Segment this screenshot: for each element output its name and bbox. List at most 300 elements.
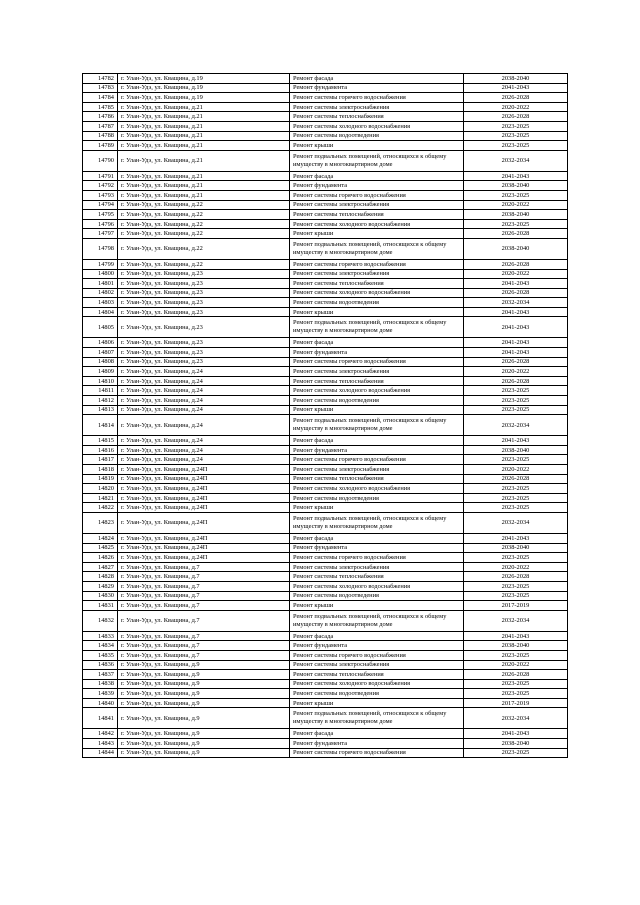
work-type-cell: Ремонт системы холодного водоснабжения: [290, 386, 464, 396]
work-type-cell: Ремонт системы теплоснабжения: [290, 670, 464, 680]
period-cell: 2032-2034: [464, 512, 568, 533]
period-cell: 2023-2025: [464, 405, 568, 415]
period-cell: 2020-2022: [464, 200, 568, 210]
work-type-cell: Ремонт крыши: [290, 601, 464, 611]
repair-schedule-table: [82, 73, 568, 758]
table-row: [83, 307, 568, 317]
row-number-cell: 14788: [83, 131, 118, 141]
period-cell: 2026-2028: [464, 357, 568, 367]
work-type-cell: Ремонт системы горячего водоснабжения: [290, 190, 464, 200]
address-cell: г. Улан-Удэ, ул. Кващина, д.7: [118, 601, 290, 611]
address-cell: г. Улан-Удэ, ул. Кващина, д.24П: [118, 512, 290, 533]
row-number-cell: 14787: [83, 121, 118, 131]
period-cell: 2032-2034: [464, 708, 568, 729]
period-cell: 2041-2043: [464, 307, 568, 317]
table-row: [83, 93, 568, 103]
table-row: [83, 367, 568, 377]
address-cell: г. Улан-Удэ, ул. Кващина, д.23: [118, 338, 290, 348]
table-row: [83, 376, 568, 386]
row-number-cell: 14801: [83, 279, 118, 289]
table-row: [83, 533, 568, 543]
address-cell: г. Улан-Удэ, ул. Кващина, д.24: [118, 436, 290, 446]
work-type-cell: Ремонт крыши: [290, 307, 464, 317]
period-cell: 2041-2043: [464, 83, 568, 93]
address-cell: г. Улан-Удэ, ул. Кващина, д.24: [118, 455, 290, 465]
work-type-cell: Ремонт подвальных помещений, относящихся к общему имуществу в многоквартирном доме: [290, 415, 464, 436]
period-cell: 2023-2025: [464, 396, 568, 406]
work-type-cell: Ремонт подвальных помещений, относящихся к общему имуществу в многоквартирном доме: [290, 708, 464, 729]
work-type-cell: Ремонт фасада: [290, 436, 464, 446]
row-number-cell: 14782: [83, 74, 118, 84]
table-row: [83, 436, 568, 446]
address-cell: г. Улан-Удэ, ул. Кващина, д.7: [118, 641, 290, 651]
address-cell: г. Улан-Удэ, ул. Кващина, д.24: [118, 376, 290, 386]
period-cell: 2023-2025: [464, 493, 568, 503]
address-cell: г. Улан-Удэ, ул. Кващина, д.9: [118, 748, 290, 758]
table-row: [83, 259, 568, 269]
period-cell: 2020-2022: [464, 269, 568, 279]
table-row: [83, 660, 568, 670]
table-row: [83, 279, 568, 289]
work-type-cell: Ремонт системы горячего водоснабжения: [290, 259, 464, 269]
row-number-cell: 14842: [83, 729, 118, 739]
address-cell: г. Улан-Удэ, ул. Кващина, д.24П: [118, 493, 290, 503]
table-row: [83, 572, 568, 582]
work-type-cell: Ремонт крыши: [290, 503, 464, 513]
table-row: [83, 581, 568, 591]
address-cell: г. Улан-Удэ, ул. Кващина, д.7: [118, 581, 290, 591]
work-type-cell: Ремонт крыши: [290, 229, 464, 239]
table-row: [83, 405, 568, 415]
work-type-cell: Ремонт фасада: [290, 338, 464, 348]
address-cell: г. Улан-Удэ, ул. Кващина, д.7: [118, 650, 290, 660]
period-cell: 2017-2019: [464, 601, 568, 611]
work-type-cell: Ремонт системы водоотведения: [290, 396, 464, 406]
period-cell: 2026-2028: [464, 229, 568, 239]
address-cell: г. Улан-Удэ, ул. Кващина, д.24П: [118, 553, 290, 563]
period-cell: 2020-2022: [464, 102, 568, 112]
row-number-cell: 14800: [83, 269, 118, 279]
address-cell: г. Улан-Удэ, ул. Кващина, д.23: [118, 288, 290, 298]
period-cell: 2026-2028: [464, 376, 568, 386]
address-cell: г. Улан-Удэ, ул. Кващина, д.19: [118, 83, 290, 93]
row-number-cell: 14815: [83, 436, 118, 446]
address-cell: г. Улан-Удэ, ул. Кващина, д.22: [118, 238, 290, 259]
row-number-cell: 14830: [83, 591, 118, 601]
work-type-cell: Ремонт системы теплоснабжения: [290, 376, 464, 386]
address-cell: г. Улан-Удэ, ул. Кващина, д.24: [118, 445, 290, 455]
work-type-cell: Ремонт фасада: [290, 631, 464, 641]
table-row: [83, 748, 568, 758]
work-type-cell: Ремонт системы горячего водоснабжения: [290, 93, 464, 103]
table-row: [83, 610, 568, 631]
address-cell: г. Улан-Удэ, ул. Кващина, д.7: [118, 572, 290, 582]
row-number-cell: 14807: [83, 348, 118, 358]
table-row: [83, 348, 568, 358]
row-number-cell: 14817: [83, 455, 118, 465]
period-cell: 2038-2040: [464, 74, 568, 84]
table-row: [83, 171, 568, 181]
row-number-cell: 14832: [83, 610, 118, 631]
row-number-cell: 14791: [83, 171, 118, 181]
row-number-cell: 14813: [83, 405, 118, 415]
address-cell: г. Улан-Удэ, ул. Кващина, д.21: [118, 181, 290, 191]
row-number-cell: 14821: [83, 493, 118, 503]
address-cell: г. Улан-Удэ, ул. Кващина, д.23: [118, 307, 290, 317]
row-number-cell: 14794: [83, 200, 118, 210]
table-row: [83, 238, 568, 259]
work-type-cell: Ремонт системы водоотведения: [290, 689, 464, 699]
period-cell: 2032-2034: [464, 415, 568, 436]
row-number-cell: 14783: [83, 83, 118, 93]
table-row: [83, 338, 568, 348]
address-cell: г. Улан-Удэ, ул. Кващина, д.9: [118, 698, 290, 708]
work-type-cell: Ремонт системы теплоснабжения: [290, 572, 464, 582]
work-type-cell: Ремонт фасада: [290, 729, 464, 739]
period-cell: 2020-2022: [464, 660, 568, 670]
work-type-cell: Ремонт подвальных помещений, относящихся к общему имуществу в многоквартирном доме: [290, 150, 464, 171]
address-cell: г. Улан-Удэ, ул. Кващина, д.24П: [118, 465, 290, 475]
period-cell: 2026-2028: [464, 259, 568, 269]
period-cell: 2026-2028: [464, 112, 568, 122]
row-number-cell: 14814: [83, 415, 118, 436]
row-number-cell: 14799: [83, 259, 118, 269]
address-cell: г. Улан-Удэ, ул. Кващина, д.23: [118, 269, 290, 279]
row-number-cell: 14831: [83, 601, 118, 611]
row-number-cell: 14820: [83, 484, 118, 494]
row-number-cell: 14827: [83, 562, 118, 572]
row-number-cell: 14829: [83, 581, 118, 591]
period-cell: 2023-2025: [464, 689, 568, 699]
period-cell: 2023-2025: [464, 650, 568, 660]
work-type-cell: Ремонт системы электроснабжения: [290, 367, 464, 377]
address-cell: г. Улан-Удэ, ул. Кващина, д.9: [118, 660, 290, 670]
address-cell: г. Улан-Удэ, ул. Кващина, д.22: [118, 210, 290, 220]
row-number-cell: 14816: [83, 445, 118, 455]
row-number-cell: 14792: [83, 181, 118, 191]
work-type-cell: Ремонт системы электроснабжения: [290, 269, 464, 279]
work-type-cell: Ремонт крыши: [290, 405, 464, 415]
table-row: [83, 229, 568, 239]
period-cell: 2023-2025: [464, 484, 568, 494]
address-cell: г. Улан-Удэ, ул. Кващина, д.23: [118, 317, 290, 338]
row-number-cell: 14840: [83, 698, 118, 708]
table-row: [83, 689, 568, 699]
period-cell: 2023-2025: [464, 581, 568, 591]
row-number-cell: 14824: [83, 533, 118, 543]
work-type-cell: Ремонт системы холодного водоснабжения: [290, 219, 464, 229]
row-number-cell: 14806: [83, 338, 118, 348]
address-cell: г. Улан-Удэ, ул. Кващина, д.9: [118, 679, 290, 689]
table-row: [83, 455, 568, 465]
period-cell: 2026-2028: [464, 572, 568, 582]
table-row: [83, 141, 568, 151]
table-row: [83, 474, 568, 484]
row-number-cell: 14839: [83, 689, 118, 699]
work-type-cell: Ремонт системы водоотведения: [290, 298, 464, 308]
period-cell: 2020-2022: [464, 562, 568, 572]
row-number-cell: 14835: [83, 650, 118, 660]
period-cell: 2023-2025: [464, 591, 568, 601]
row-number-cell: 14843: [83, 739, 118, 749]
work-type-cell: Ремонт фасада: [290, 171, 464, 181]
row-number-cell: 14811: [83, 386, 118, 396]
address-cell: г. Улан-Удэ, ул. Кващина, д.9: [118, 739, 290, 749]
address-cell: г. Улан-Удэ, ул. Кващина, д.19: [118, 93, 290, 103]
address-cell: г. Улан-Удэ, ул. Кващина, д.23: [118, 348, 290, 358]
table-row: [83, 445, 568, 455]
period-cell: 2038-2040: [464, 543, 568, 553]
document-page: [82, 73, 568, 758]
work-type-cell: Ремонт системы горячего водоснабжения: [290, 748, 464, 758]
row-number-cell: 14804: [83, 307, 118, 317]
row-number-cell: 14786: [83, 112, 118, 122]
work-type-cell: Ремонт системы электроснабжения: [290, 102, 464, 112]
work-type-cell: Ремонт фундамента: [290, 641, 464, 651]
table-row: [83, 631, 568, 641]
row-number-cell: 14789: [83, 141, 118, 151]
address-cell: г. Улан-Удэ, ул. Кващина, д.23: [118, 279, 290, 289]
table-row: [83, 181, 568, 191]
work-type-cell: Ремонт системы водоотведения: [290, 131, 464, 141]
address-cell: г. Улан-Удэ, ул. Кващина, д.22: [118, 229, 290, 239]
row-number-cell: 14841: [83, 708, 118, 729]
period-cell: 2023-2025: [464, 219, 568, 229]
period-cell: 2020-2022: [464, 465, 568, 475]
work-type-cell: Ремонт системы холодного водоснабжения: [290, 121, 464, 131]
period-cell: 2026-2028: [464, 474, 568, 484]
work-type-cell: Ремонт подвальных помещений, относящихся к общему имуществу в многоквартирном доме: [290, 317, 464, 338]
table-row: [83, 269, 568, 279]
table-row: [83, 83, 568, 93]
row-number-cell: 14805: [83, 317, 118, 338]
address-cell: г. Улан-Удэ, ул. Кващина, д.22: [118, 219, 290, 229]
table-row: [83, 543, 568, 553]
period-cell: 2017-2019: [464, 698, 568, 708]
work-type-cell: Ремонт крыши: [290, 698, 464, 708]
row-number-cell: 14809: [83, 367, 118, 377]
table-row: [83, 553, 568, 563]
period-cell: 2020-2022: [464, 367, 568, 377]
table-body: [83, 74, 568, 758]
address-cell: г. Улан-Удэ, ул. Кващина, д.21: [118, 171, 290, 181]
row-number-cell: 14828: [83, 572, 118, 582]
work-type-cell: Ремонт системы холодного водоснабжения: [290, 581, 464, 591]
address-cell: г. Улан-Удэ, ул. Кващина, д.24: [118, 396, 290, 406]
address-cell: г. Улан-Удэ, ул. Кващина, д.9: [118, 729, 290, 739]
work-type-cell: Ремонт фундамента: [290, 445, 464, 455]
row-number-cell: 14834: [83, 641, 118, 651]
period-cell: 2023-2025: [464, 190, 568, 200]
table-row: [83, 200, 568, 210]
row-number-cell: 14823: [83, 512, 118, 533]
work-type-cell: Ремонт системы теплоснабжения: [290, 474, 464, 484]
work-type-cell: Ремонт системы горячего водоснабжения: [290, 357, 464, 367]
period-cell: 2026-2028: [464, 288, 568, 298]
work-type-cell: Ремонт системы теплоснабжения: [290, 210, 464, 220]
address-cell: г. Улан-Удэ, ул. Кващина, д.24: [118, 405, 290, 415]
period-cell: 2023-2025: [464, 131, 568, 141]
table-row: [83, 493, 568, 503]
table-row: [83, 357, 568, 367]
period-cell: 2023-2025: [464, 748, 568, 758]
work-type-cell: Ремонт системы электроснабжения: [290, 562, 464, 572]
table-row: [83, 396, 568, 406]
table-row: [83, 415, 568, 436]
work-type-cell: Ремонт крыши: [290, 141, 464, 151]
row-number-cell: 14836: [83, 660, 118, 670]
address-cell: г. Улан-Удэ, ул. Кващина, д.24П: [118, 484, 290, 494]
row-number-cell: 14802: [83, 288, 118, 298]
period-cell: 2038-2040: [464, 210, 568, 220]
work-type-cell: Ремонт фасада: [290, 74, 464, 84]
work-type-cell: Ремонт системы теплоснабжения: [290, 112, 464, 122]
row-number-cell: 14844: [83, 748, 118, 758]
work-type-cell: Ремонт системы электроснабжения: [290, 200, 464, 210]
period-cell: 2038-2040: [464, 181, 568, 191]
work-type-cell: Ремонт фасада: [290, 533, 464, 543]
row-number-cell: 14808: [83, 357, 118, 367]
table-row: [83, 190, 568, 200]
work-type-cell: Ремонт системы холодного водоснабжения: [290, 679, 464, 689]
row-number-cell: 14838: [83, 679, 118, 689]
work-type-cell: Ремонт системы электроснабжения: [290, 660, 464, 670]
work-type-cell: Ремонт системы водоотведения: [290, 493, 464, 503]
table-row: [83, 650, 568, 660]
address-cell: г. Улан-Удэ, ул. Кващина, д.23: [118, 298, 290, 308]
address-cell: г. Улан-Удэ, ул. Кващина, д.7: [118, 591, 290, 601]
period-cell: 2023-2025: [464, 141, 568, 151]
work-type-cell: Ремонт фундамента: [290, 348, 464, 358]
address-cell: г. Улан-Удэ, ул. Кващина, д.24: [118, 386, 290, 396]
table-row: [83, 465, 568, 475]
row-number-cell: 14803: [83, 298, 118, 308]
table-row: [83, 591, 568, 601]
address-cell: г. Улан-Удэ, ул. Кващина, д.24: [118, 415, 290, 436]
address-cell: г. Улан-Удэ, ул. Кващина, д.19: [118, 74, 290, 84]
row-number-cell: 14819: [83, 474, 118, 484]
row-number-cell: 14818: [83, 465, 118, 475]
address-cell: г. Улан-Удэ, ул. Кващина, д.21: [118, 112, 290, 122]
table-row: [83, 484, 568, 494]
row-number-cell: 14812: [83, 396, 118, 406]
period-cell: 2041-2043: [464, 171, 568, 181]
period-cell: 2023-2025: [464, 386, 568, 396]
period-cell: 2023-2025: [464, 503, 568, 513]
table-row: [83, 74, 568, 84]
work-type-cell: Ремонт системы электроснабжения: [290, 465, 464, 475]
work-type-cell: Ремонт подвальных помещений, относящихся к общему имуществу в многоквартирном доме: [290, 610, 464, 631]
table-row: [83, 679, 568, 689]
address-cell: г. Улан-Удэ, ул. Кващина, д.24П: [118, 503, 290, 513]
row-number-cell: 14784: [83, 93, 118, 103]
table-row: [83, 562, 568, 572]
row-number-cell: 14833: [83, 631, 118, 641]
period-cell: 2023-2025: [464, 455, 568, 465]
table-row: [83, 386, 568, 396]
period-cell: 2038-2040: [464, 445, 568, 455]
table-row: [83, 708, 568, 729]
address-cell: г. Улан-Удэ, ул. Кващина, д.7: [118, 631, 290, 641]
period-cell: 2041-2043: [464, 338, 568, 348]
table-row: [83, 670, 568, 680]
work-type-cell: Ремонт системы горячего водоснабжения: [290, 455, 464, 465]
table-row: [83, 288, 568, 298]
work-type-cell: Ремонт фундамента: [290, 543, 464, 553]
table-row: [83, 121, 568, 131]
row-number-cell: 14793: [83, 190, 118, 200]
row-number-cell: 14796: [83, 219, 118, 229]
table-row: [83, 729, 568, 739]
row-number-cell: 14785: [83, 102, 118, 112]
address-cell: г. Улан-Удэ, ул. Кващина, д.9: [118, 708, 290, 729]
period-cell: 2041-2043: [464, 436, 568, 446]
row-number-cell: 14825: [83, 543, 118, 553]
row-number-cell: 14790: [83, 150, 118, 171]
address-cell: г. Улан-Удэ, ул. Кващина, д.24П: [118, 474, 290, 484]
address-cell: г. Улан-Удэ, ул. Кващина, д.7: [118, 610, 290, 631]
table-row: [83, 298, 568, 308]
table-row: [83, 512, 568, 533]
table-row: [83, 131, 568, 141]
table-row: [83, 317, 568, 338]
period-cell: 2026-2028: [464, 93, 568, 103]
period-cell: 2041-2043: [464, 631, 568, 641]
row-number-cell: 14826: [83, 553, 118, 563]
table-row: [83, 503, 568, 513]
address-cell: г. Улан-Удэ, ул. Кващина, д.9: [118, 670, 290, 680]
period-cell: 2041-2043: [464, 279, 568, 289]
work-type-cell: Ремонт системы холодного водоснабжения: [290, 288, 464, 298]
period-cell: 2038-2040: [464, 739, 568, 749]
work-type-cell: Ремонт фундамента: [290, 83, 464, 93]
address-cell: г. Улан-Удэ, ул. Кващина, д.21: [118, 150, 290, 171]
table-row: [83, 739, 568, 749]
table-row: [83, 219, 568, 229]
work-type-cell: Ремонт системы холодного водоснабжения: [290, 484, 464, 494]
row-number-cell: 14822: [83, 503, 118, 513]
address-cell: г. Улан-Удэ, ул. Кващина, д.24П: [118, 543, 290, 553]
period-cell: 2041-2043: [464, 317, 568, 338]
row-number-cell: 14797: [83, 229, 118, 239]
period-cell: 2032-2034: [464, 610, 568, 631]
work-type-cell: Ремонт фундамента: [290, 181, 464, 191]
period-cell: 2032-2034: [464, 150, 568, 171]
work-type-cell: Ремонт подвальных помещений, относящихся к общему имуществу в многоквартирном доме: [290, 512, 464, 533]
address-cell: г. Улан-Удэ, ул. Кващина, д.22: [118, 259, 290, 269]
table-row: [83, 210, 568, 220]
period-cell: 2041-2043: [464, 533, 568, 543]
period-cell: 2032-2034: [464, 298, 568, 308]
period-cell: 2041-2043: [464, 729, 568, 739]
address-cell: г. Улан-Удэ, ул. Кващина, д.21: [118, 102, 290, 112]
table-row: [83, 102, 568, 112]
table-row: [83, 112, 568, 122]
work-type-cell: Ремонт подвальных помещений, относящихся к общему имуществу в многоквартирном доме: [290, 238, 464, 259]
row-number-cell: 14798: [83, 238, 118, 259]
address-cell: г. Улан-Удэ, ул. Кващина, д.21: [118, 141, 290, 151]
period-cell: 2023-2025: [464, 121, 568, 131]
address-cell: г. Улан-Удэ, ул. Кващина, д.22: [118, 200, 290, 210]
period-cell: 2038-2040: [464, 641, 568, 651]
address-cell: г. Улан-Удэ, ул. Кващина, д.7: [118, 562, 290, 572]
period-cell: 2023-2025: [464, 553, 568, 563]
work-type-cell: Ремонт системы горячего водоснабжения: [290, 650, 464, 660]
table-row: [83, 698, 568, 708]
row-number-cell: 14810: [83, 376, 118, 386]
address-cell: г. Улан-Удэ, ул. Кващина, д.21: [118, 190, 290, 200]
row-number-cell: 14837: [83, 670, 118, 680]
